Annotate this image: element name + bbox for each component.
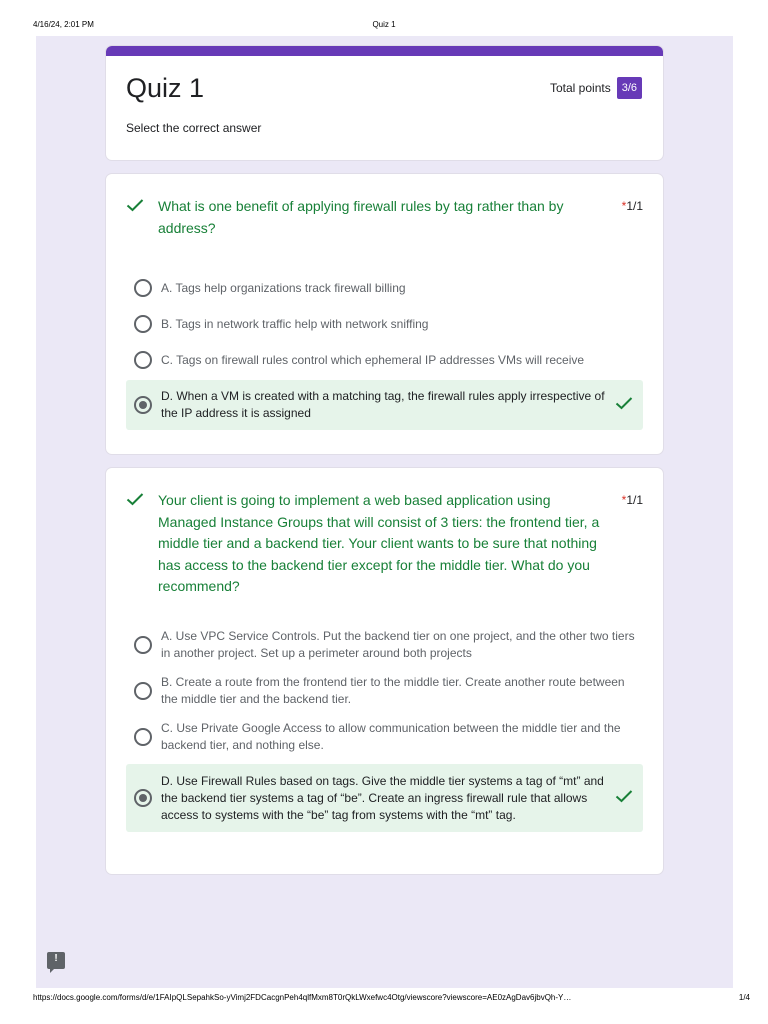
report-feedback-icon[interactable] [47, 952, 65, 969]
check-icon [126, 196, 158, 239]
answer-option-a[interactable] [126, 622, 643, 668]
option-label: D. Use Firewall Rules based on tags. Give the middle tier systems a tag of “mt” and the backend tier systems a tag of “be”. Create an ingress firewall rule that allows access to systems with the “be” tag from systems with the “mt” tag. [161, 773, 604, 822]
answer-option-d[interactable] [126, 380, 643, 430]
answer-option-b[interactable] [126, 668, 643, 714]
answer-option-b[interactable] [126, 306, 643, 342]
answer-options [126, 270, 643, 430]
question-text: Your client is going to implement a web based application using Managed Instance Groups that will consist of 3 tiers: the frontend tier, a middle tier and a backend tier. Your client wants to be sure that nothing has access to the backend tier except for the middle tier. What do you recommend? [158, 492, 600, 594]
option-label: C. Use Private Google Access to allow communication between the middle tier and the backend tier, and nothing else. [161, 721, 621, 752]
form-description: Select the correct answer [126, 121, 262, 135]
question-text: What is one benefit of applying firewall rules by tag rather than by address? [158, 198, 564, 236]
answer-options [126, 622, 643, 832]
option-label: A. Tags help organizations track firewall billing [161, 280, 406, 295]
answer-option-d[interactable] [126, 764, 643, 832]
radio-button-selected[interactable] [134, 789, 152, 807]
score-value: 1/1 [626, 493, 643, 507]
required-mark: * [621, 199, 627, 213]
radio-button[interactable] [134, 351, 152, 369]
option-label: A. Use VPC Service Controls. Put the backend tier on one project, and the other two tiers in another project. Set up a perimeter around both projects [161, 629, 635, 660]
answer-option-a[interactable] [126, 270, 643, 306]
print-header [0, 0, 768, 36]
option-label: C. Tags on firewall rules control which ephemeral IP addresses VMs will receive [161, 352, 585, 367]
radio-button[interactable] [134, 636, 152, 654]
form-title: Quiz 1 [126, 73, 205, 103]
print-url: https://docs.google.com/forms/d/e/1FAIpQLSepahkSo-yVimj2FDCacgnPeh4qlfMxm8T0rQkLWxefwc4Otg/viewscore?viewscore=AE0zAgDav6jbvQh-Y… [33, 993, 572, 1002]
option-label: B. Create a route from the frontend tier to the middle tier. Create another route between the middle tier and the backend tier. [161, 675, 625, 706]
question-header [126, 196, 643, 239]
print-doc-title: Quiz 1 [372, 20, 396, 29]
option-label: D. When a VM is created with a matching tag, the firewall rules apply irrespective of the IP address it is assigned [161, 389, 605, 420]
check-icon [126, 490, 158, 598]
radio-button-selected[interactable] [134, 396, 152, 414]
required-mark: * [621, 493, 627, 507]
question-score [622, 490, 643, 598]
question-header [126, 490, 643, 598]
radio-button[interactable] [134, 315, 152, 333]
radio-button[interactable] [134, 682, 152, 700]
correct-check-icon [615, 396, 635, 415]
answer-option-c[interactable] [126, 342, 643, 378]
print-page-number: 1/4 [738, 993, 750, 1002]
question-score [622, 196, 643, 239]
score-value: 1/1 [626, 199, 643, 213]
print-footer [0, 993, 768, 1013]
radio-button[interactable] [134, 279, 152, 297]
total-points [550, 77, 642, 99]
option-label: B. Tags in network traffic help with network sniffing [161, 316, 429, 331]
total-points-badge: 3/6 [617, 77, 642, 99]
total-points-label: Total points [550, 81, 611, 95]
form-header-card [105, 45, 664, 161]
print-datetime: 4/16/24, 2:01 PM [33, 20, 94, 29]
question-card-2 [105, 467, 664, 875]
answer-option-c[interactable] [126, 714, 643, 760]
form-accent-bar [106, 46, 663, 56]
radio-button[interactable] [134, 728, 152, 746]
correct-check-icon [615, 789, 635, 808]
question-card-1 [105, 173, 664, 455]
